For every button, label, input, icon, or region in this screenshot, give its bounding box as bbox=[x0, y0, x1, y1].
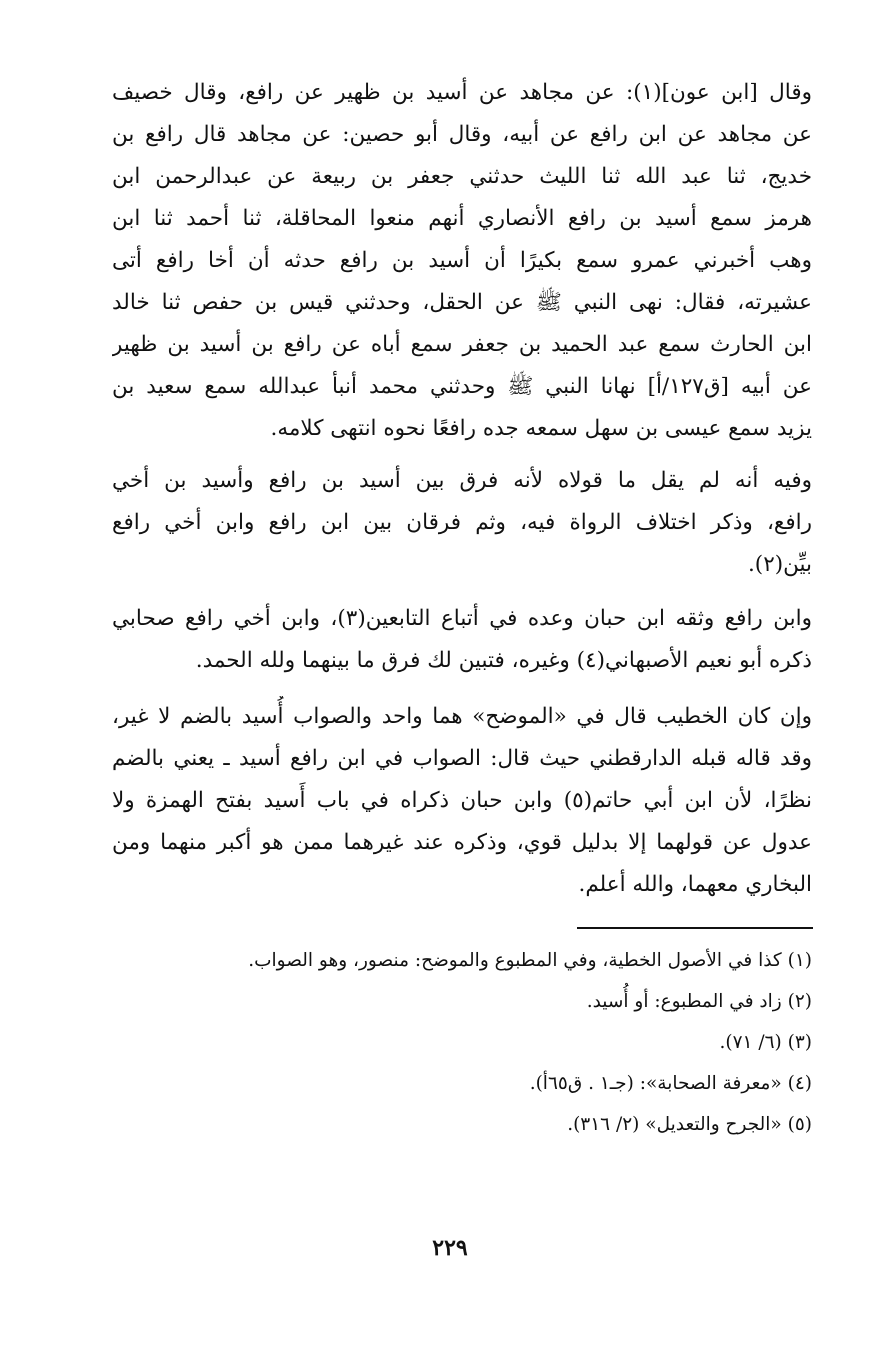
text-line: البخاري معهما، والله أعلم. bbox=[578, 872, 812, 897]
text-line: خديج، ثنا عبد الله ثنا الليث حدثني جعفر بن ربيعة عن عبدالرحمن ابن bbox=[112, 164, 812, 189]
text-line: نظرًا، لأن ابن أبي حاتم(٥) وابن حبان ذكراه في باب أَسيد بفتح الهمزة ولا bbox=[112, 788, 812, 813]
text-line: وقد قاله قبله الدارقطني حيث قال: الصواب في ابن رافع أسيد ـ يعني بالضم bbox=[112, 746, 812, 771]
footnote: (٤) «معرفة الصحابة»: (جـ١ . ق٦٥أ). bbox=[529, 1073, 812, 1094]
text-line: هرمز سمع أسيد بن رافع الأنصاري أنهم منعوا المحاقلة، ثنا أحمد ثنا ابن bbox=[112, 206, 812, 231]
footnote-divider bbox=[577, 927, 813, 929]
footnotes bbox=[172, 940, 812, 1145]
paragraph-1 bbox=[112, 72, 812, 450]
text-line: عشيرته، فقال: نهى النبي ﷺ عن الحقل، وحدثني قيس بن حفص ثنا خالد bbox=[112, 290, 812, 315]
text-line: وابن رافع وثقه ابن حبان وعده في أتباع التابعين(٣)، وابن أخي رافع صحابي bbox=[112, 606, 812, 631]
text-line: وإن كان الخطيب قال في «الموضح» هما واحد والصواب أُسيد بالضم لا غير، bbox=[112, 704, 812, 729]
text-line: بيِّن(٢). bbox=[747, 552, 812, 577]
text-line: عن أبيه [ق١٢٧/أ] نهانا النبي ﷺ وحدثني محمد أنبأ عبدالله سمع سعيد بن bbox=[112, 374, 812, 399]
footnote: (٢) زاد في المطبوع: أو أُسيد. bbox=[586, 991, 812, 1012]
text-line: عن مجاهد عن ابن رافع عن أبيه، وقال أبو حصين: عن مجاهد قال رافع بن bbox=[112, 122, 812, 147]
text-line: ابن الحارث سمع عبد الحميد بن جعفر سمع أباه عن رافع بن أسيد بن ظهير bbox=[112, 332, 812, 357]
text-line: عدول عن قولهما إلا بدليل قوي، وذكره عند غيرهما ممن هو أكبر منهما ومن bbox=[112, 830, 812, 855]
text-line: وقال [ابن عون](١): عن مجاهد عن أسيد بن ظهير عن رافع، وقال خصيف bbox=[112, 80, 812, 105]
text-line: وهب أخبرني عمرو سمع بكيرًا أن أسيد بن رافع حدثه أن أخا رافع أتى bbox=[112, 248, 812, 273]
paragraph-4 bbox=[112, 696, 812, 906]
footnote: (١) كذا في الأصول الخطية، وفي المطبوع والموضح: منصور، وهو الصواب. bbox=[248, 950, 812, 971]
paragraph-2 bbox=[112, 460, 812, 586]
footnote: (٣) (٦/ ٧١). bbox=[719, 1032, 812, 1053]
page-number: ٢٢٩ bbox=[432, 1235, 468, 1261]
footnote: (٥) «الجرح والتعديل» (٢/ ٣١٦). bbox=[567, 1114, 812, 1135]
paragraph-3 bbox=[112, 598, 812, 682]
text-line: رافع، وذكر اختلاف الرواة فيه، وثم فرقان بين ابن رافع وابن أخي رافع bbox=[112, 510, 812, 535]
text-line: وفيه أنه لم يقل ما قولاه لأنه فرق بين أسيد بن رافع وأسيد بن أخي bbox=[112, 468, 812, 493]
text-line: يزيد سمع عيسى بن سهل سمعه جده رافعًا نحوه انتهى كلامه. bbox=[270, 416, 812, 441]
text-line: ذكره أبو نعيم الأصبهاني(٤) وغيره، فتبين لك فرق ما بينهما ولله الحمد. bbox=[195, 648, 812, 673]
